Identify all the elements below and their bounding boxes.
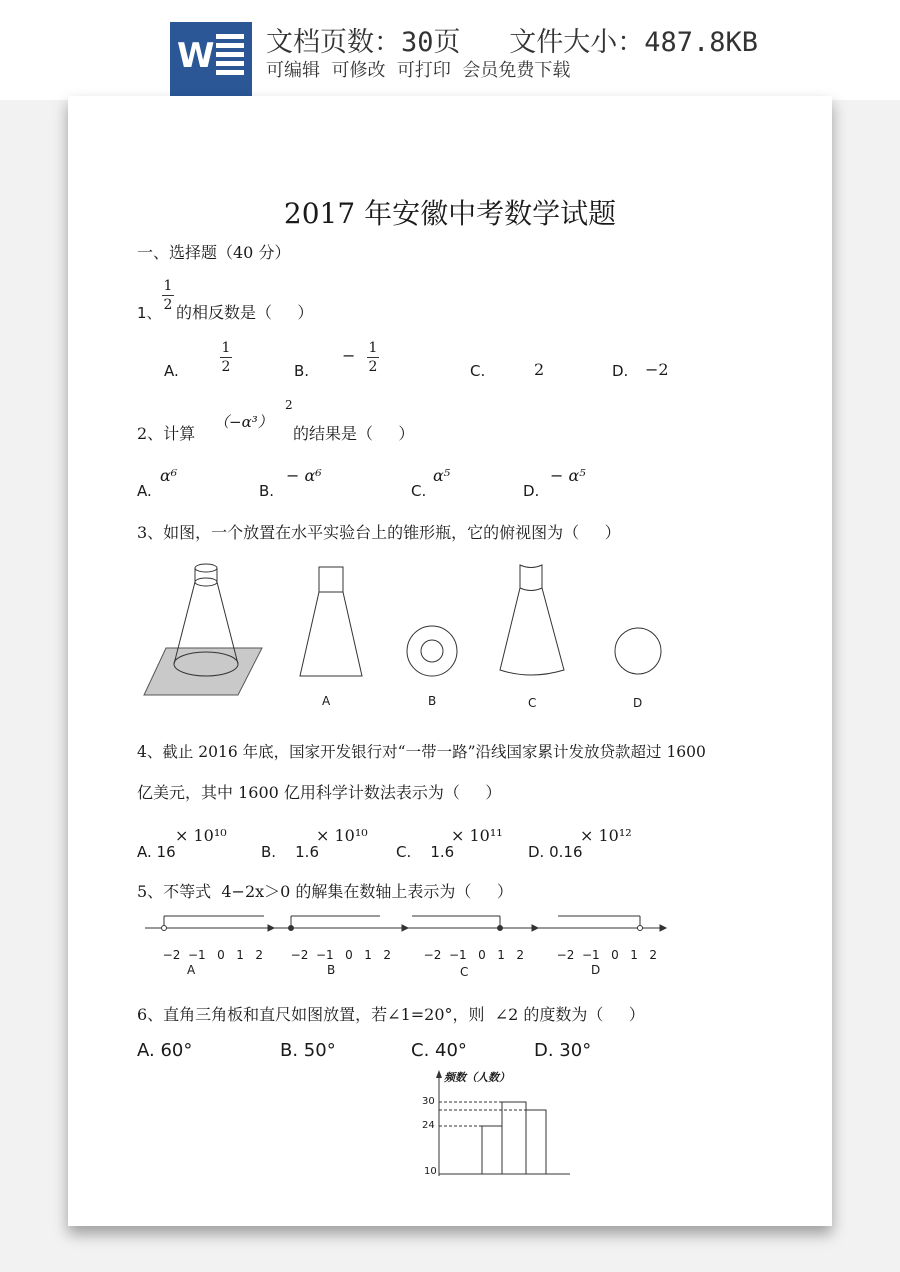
- q5-ticks-a: −2 −1 0 1 2: [162, 948, 263, 962]
- q4-option-d: D. 0.16: [528, 843, 583, 861]
- section-heading: 一、选择题（40 分）: [137, 243, 291, 262]
- q1-option-c: C.: [470, 362, 486, 380]
- q4-option-c-power: × 10¹¹: [451, 826, 503, 845]
- q2-option-d-value: − α⁵: [550, 466, 586, 485]
- q3-label-c: C: [528, 696, 537, 710]
- document-title: 2017 年安徽中考数学试题: [283, 197, 617, 230]
- q6-option-c: C. 40°: [411, 1040, 467, 1061]
- q1-option-b: B.: [294, 362, 310, 380]
- q5-ticks-d: −2 −1 0 1 2: [556, 948, 657, 962]
- q3-flask-figures: [140, 558, 680, 718]
- q1-option-a: A.: [164, 362, 179, 380]
- q1-text: 的相反数是（ ）: [176, 303, 314, 322]
- q3-label-b: B: [428, 694, 437, 708]
- histogram-tick-24: 24: [422, 1120, 435, 1131]
- q3-label-a: A: [322, 694, 331, 708]
- q2-option-c-value: α⁵: [433, 466, 451, 485]
- q5-label-c: C: [460, 965, 469, 979]
- q4-option-d-power: × 10¹²: [580, 826, 632, 845]
- histogram-tick-30: 30: [422, 1096, 435, 1107]
- q1-option-d-value: −2: [645, 360, 669, 379]
- q2-option-b: B.: [259, 482, 275, 500]
- q4-line1: 4、截止 2016 年底，国家开发银行对“一带一路”沿线国家累计发放贷款超过 1600: [137, 743, 706, 761]
- q6-option-b: B. 50°: [280, 1040, 336, 1061]
- q2-exponent: 2: [285, 398, 293, 412]
- q4-option-c: C. 1.6: [396, 843, 455, 861]
- histogram-y-label: 频数（人数）: [444, 1071, 510, 1084]
- q5-label-a: A: [187, 963, 196, 977]
- q2-label: 2、计算: [137, 424, 196, 443]
- q5-text: 5、不等式 4−2x＞0 的解集在数轴上表示为（ ）: [137, 882, 513, 901]
- q4-option-b-power: × 10¹⁰: [316, 826, 368, 845]
- q4-option-a: A. 16: [137, 843, 176, 861]
- q2-expression: （−α³）: [214, 413, 273, 431]
- q2-option-a: A.: [137, 482, 152, 500]
- q1-fraction: 1 2: [163, 278, 173, 313]
- q2-option-c: C.: [411, 482, 427, 500]
- q5-ticks-b: −2 −1 0 1 2: [290, 948, 391, 962]
- q1-option-d: D.: [612, 362, 629, 380]
- histogram-tick-10: 10: [424, 1166, 437, 1177]
- q2-option-a-value: α⁶: [160, 466, 178, 485]
- q6-option-a: A. 60°: [137, 1040, 193, 1061]
- q4-option-b: B. 1.6: [261, 843, 319, 861]
- q6-text: 6、直角三角板和直尺如图放置，若∠1=20°，则 ∠2 的度数为（ ）: [137, 1005, 645, 1024]
- q5-label-d: D: [591, 963, 601, 977]
- file-info-title: 文档页数：30页 文件大小：487.8KB: [266, 27, 759, 58]
- q6-option-d: D. 30°: [534, 1040, 592, 1061]
- q1-option-a-fraction: 1 2: [221, 340, 231, 375]
- file-info-subtitle: 可编辑 可修改 可打印 会员免费下载: [266, 60, 571, 81]
- download-header: [0, 0, 900, 100]
- q1-number: 1、: [137, 304, 162, 322]
- q3-label-d: D: [633, 696, 643, 710]
- q3-text: 3、如图，一个放置在水平实验台上的锥形瓶，它的俯视图为（ ）: [137, 523, 621, 542]
- q1-option-b-fraction: 1 2: [368, 340, 378, 375]
- q4-line2: 亿美元，其中 1600 亿用科学计数法表示为（ ）: [137, 783, 502, 802]
- q5-ticks-c: −2 −1 0 1 2: [423, 948, 524, 962]
- q2-option-d: D.: [523, 482, 540, 500]
- q1-option-c-value: 2: [534, 360, 545, 379]
- word-document-icon: W: [170, 22, 252, 96]
- q5-label-b: B: [327, 963, 336, 977]
- q1-option-b-sign: −: [342, 346, 356, 365]
- q2-text: 的结果是（ ）: [293, 424, 415, 443]
- q4-option-a-power: × 10¹⁰: [175, 826, 227, 845]
- q2-option-b-value: − α⁶: [286, 466, 322, 485]
